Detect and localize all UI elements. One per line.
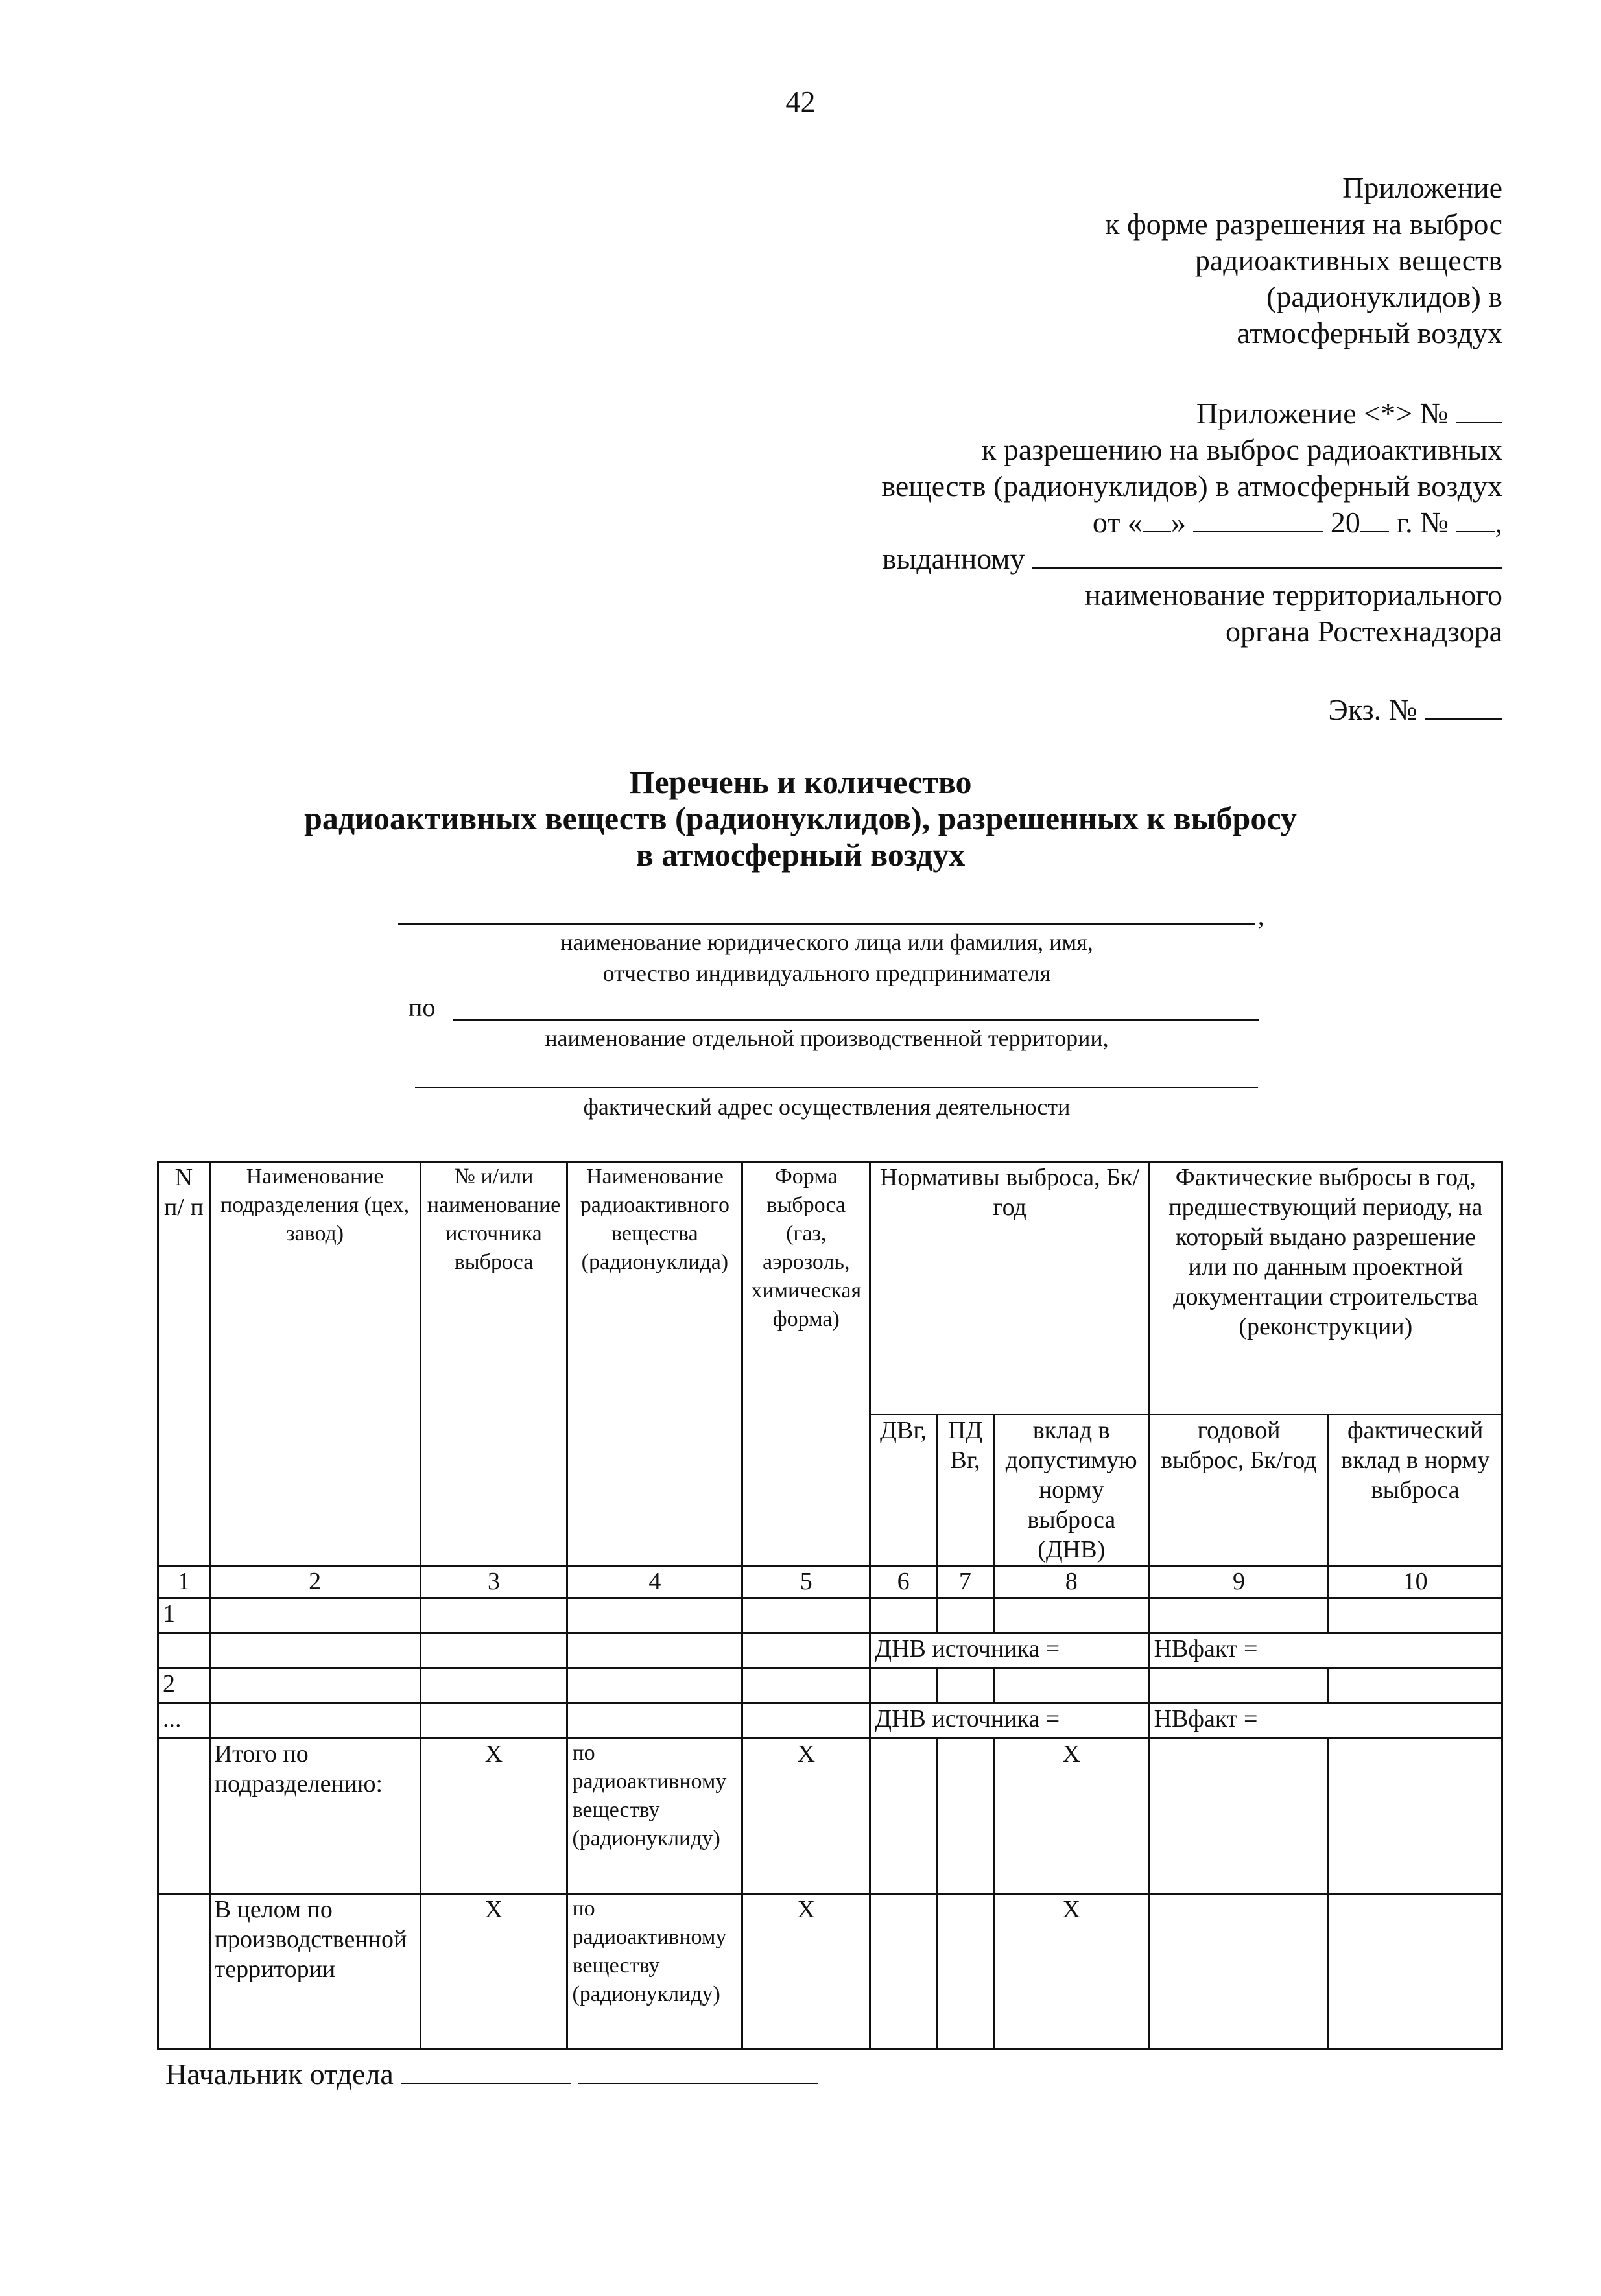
table-row	[158, 1633, 1502, 1668]
issued-line	[659, 541, 1502, 577]
table-row	[158, 1738, 1502, 1894]
copy-number	[1328, 692, 1502, 727]
row-number: 1	[158, 1598, 210, 1633]
header-norms: Нормативы выброса, Бк/год	[870, 1162, 1149, 1415]
title-line: Перечень и количество	[629, 764, 972, 800]
appendix-header-line: к форме разрешения на выброс	[1105, 207, 1502, 241]
table-cell	[742, 1703, 870, 1738]
table-cell	[1149, 1598, 1329, 1633]
dnv-source-cell: ДНВ источника =	[870, 1633, 1149, 1668]
table-cell	[1329, 1668, 1502, 1703]
table-cell	[420, 1668, 567, 1703]
header-annual: годовой выброс, Бк/год	[1149, 1415, 1329, 1566]
table-cell	[870, 1668, 937, 1703]
nv-fact-cell: НВфакт =	[1149, 1633, 1502, 1668]
table-cell	[209, 1668, 420, 1703]
date-quote: »	[1170, 506, 1186, 539]
col-number: 9	[1149, 1566, 1329, 1598]
appendix-header-line: атмосферный воздух	[1237, 316, 1502, 349]
table-row	[158, 1703, 1502, 1738]
table-cell	[1149, 1738, 1329, 1894]
appendix-number-blank	[1456, 396, 1502, 423]
table-cell	[937, 1668, 994, 1703]
table-row	[158, 1668, 1502, 1703]
header-actual: Фактические выбросы в год, предшествующий периоду, на который выдано разрешение или по данным проектной документации строительства (реконструкции)	[1149, 1162, 1502, 1415]
issued-label: выданному	[882, 542, 1025, 575]
table-cell	[1149, 1668, 1329, 1703]
legal-entity-line	[398, 923, 1255, 925]
x-mark: X	[742, 1738, 870, 1894]
issued-blank	[1032, 541, 1502, 569]
date-prefix: от «	[1092, 506, 1143, 539]
signature-label: Начальник отдела	[165, 2057, 394, 2090]
table-cell	[1329, 1894, 1502, 2050]
table-cell	[937, 1894, 994, 2050]
appendix-line: наименование территориального	[1085, 578, 1502, 611]
year-prefix: 20	[1330, 506, 1360, 539]
document-title	[0, 764, 1601, 873]
name-blank	[578, 2057, 818, 2084]
header-subdivision: Наименование подразделения (цех, завод)	[209, 1162, 420, 1566]
table-cell	[1149, 1894, 1329, 2050]
total-territory-label: В целом по производственной территории	[209, 1894, 420, 2050]
signature-blank	[401, 2057, 571, 2084]
row-number: 2	[158, 1668, 210, 1703]
legal-entity-caption: отчество индивидуального предпринимателя	[602, 960, 1051, 986]
table-cell	[158, 1738, 210, 1894]
table-cell	[870, 1738, 937, 1894]
col-number: 8	[993, 1566, 1149, 1598]
table-cell	[567, 1703, 742, 1738]
legal-entity-caption: наименование юридического лица или фамилия, имя,	[560, 929, 1093, 955]
dnv-source-cell: ДНВ источника =	[870, 1703, 1149, 1738]
page-number: 42	[785, 85, 816, 118]
table-cell	[742, 1598, 870, 1633]
header-contribution: вклад в допустимую норму выброса (ДНВ)	[993, 1415, 1149, 1566]
table-cell	[742, 1633, 870, 1668]
table-cell	[567, 1598, 742, 1633]
total-subdivision-label: Итого по подразделению:	[209, 1738, 420, 1894]
year-blank	[1360, 505, 1389, 532]
appendix-number-label: Приложение <*> №	[1196, 397, 1449, 430]
address-line	[415, 1087, 1258, 1088]
col-number: 2	[209, 1566, 420, 1598]
table-cell	[209, 1598, 420, 1633]
table-cell	[870, 1894, 937, 2050]
title-line: в атмосферный воздух	[635, 836, 966, 873]
by-substance-label: по радиоактивному веществу (радионуклиду)	[567, 1738, 742, 1894]
territory-caption: наименование отдельной производственной территории,	[545, 1025, 1109, 1051]
appendix-header-line: радиоактивных веществ	[1194, 244, 1502, 277]
table-cell	[993, 1598, 1149, 1633]
header-dvg: ДВг,	[870, 1415, 937, 1566]
row-number: ...	[158, 1703, 210, 1738]
table-row	[158, 1598, 1502, 1633]
x-mark: X	[742, 1894, 870, 2050]
table-cell	[420, 1598, 567, 1633]
appendix-header	[659, 170, 1502, 351]
number-label: г. №	[1396, 506, 1449, 539]
legal-entity-comma: ,	[1258, 903, 1264, 930]
month-blank	[1193, 505, 1323, 532]
emission-table	[157, 1161, 1503, 2050]
header-actual-contribution: фактический вклад в норму выброса	[1329, 1415, 1502, 1566]
appendix-line: веществ (радионуклидов) в атмосферный воздух	[881, 469, 1502, 503]
table-cell	[937, 1738, 994, 1894]
x-mark: X	[993, 1738, 1149, 1894]
header-substance: Наименование радиоактивного вещества (радионуклида)	[567, 1162, 742, 1566]
col-number: 6	[870, 1566, 937, 1598]
number-blank	[1456, 505, 1495, 532]
copy-number-blank	[1425, 692, 1502, 720]
header-pdvg: ПД Вг,	[937, 1415, 994, 1566]
col-number: 10	[1329, 1566, 1502, 1598]
table-cell	[158, 1633, 210, 1668]
table-cell	[209, 1703, 420, 1738]
po-label: по	[409, 993, 436, 1022]
appendix-line: к разрешению на выброс радиоактивных	[982, 433, 1502, 466]
header-form: Форма выброса (газ, аэрозоль, химическая форма)	[742, 1162, 870, 1566]
x-mark: X	[420, 1738, 567, 1894]
appendix-block	[659, 396, 1502, 650]
col-number: 7	[937, 1566, 994, 1598]
header-source: № и/или наименование источника выброса	[420, 1162, 567, 1566]
territory-line	[453, 1019, 1259, 1021]
table-cell	[742, 1668, 870, 1703]
col-number: 4	[567, 1566, 742, 1598]
table-cell	[158, 1894, 210, 2050]
table-cell	[870, 1598, 937, 1633]
title-line: радиоактивных веществ (радионуклидов), разрешенных к выбросу	[304, 800, 1297, 836]
table-cell	[420, 1633, 567, 1668]
appendix-header-line: Приложение	[1342, 171, 1502, 204]
table-row	[158, 1894, 1502, 2050]
x-mark: X	[993, 1894, 1149, 2050]
table-cell	[937, 1598, 994, 1633]
appendix-number-line	[659, 396, 1502, 432]
signature-line	[165, 2057, 818, 2091]
table-cell	[567, 1668, 742, 1703]
table-cell	[567, 1633, 742, 1668]
by-substance-label: по радиоактивному веществу (радионуклиду)	[567, 1894, 742, 2050]
nv-fact-cell: НВфакт =	[1149, 1703, 1502, 1738]
date-line	[659, 504, 1502, 541]
table-cell	[1329, 1598, 1502, 1633]
table-cell	[993, 1668, 1149, 1703]
appendix-line: органа Ростехнадзора	[1225, 615, 1502, 648]
date-comma: ,	[1495, 506, 1502, 539]
x-mark: X	[420, 1894, 567, 2050]
table-cell	[209, 1633, 420, 1668]
address-caption: фактический адрес осуществления деятельности	[583, 1094, 1071, 1120]
table-cell	[1329, 1738, 1502, 1894]
col-number: 3	[420, 1566, 567, 1598]
day-blank	[1143, 505, 1171, 532]
col-number: 1	[158, 1566, 210, 1598]
header-num: N п/ п	[158, 1162, 210, 1566]
col-number: 5	[742, 1566, 870, 1598]
appendix-header-line: (радионуклидов) в	[1266, 280, 1502, 313]
copy-number-label: Экз. №	[1328, 693, 1417, 726]
table-cell	[420, 1703, 567, 1738]
